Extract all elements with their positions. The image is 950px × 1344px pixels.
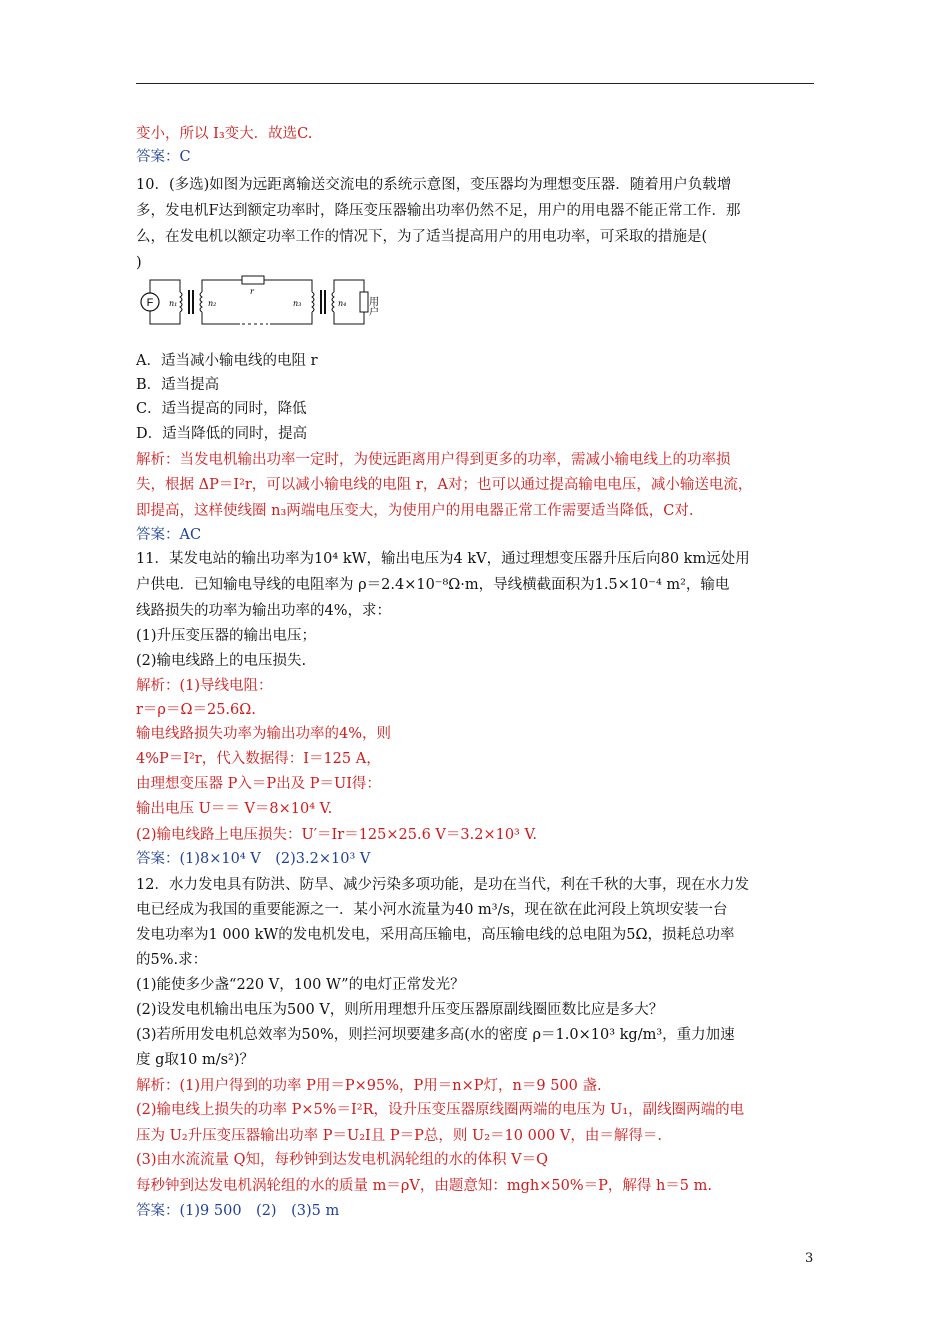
text-line: 输电线路损失功率为输出功率的4%，则 xyxy=(136,726,392,742)
text-line: 多，发电机F达到额定功率时，降压变压器输出功率仍然不足，用户的用电器不能正常工作．那 xyxy=(136,203,741,219)
text-line: (1)升压变压器的输出电压； xyxy=(136,628,317,644)
text-line: 答案：(1)8×10⁴ V (2)3.2×10³ V xyxy=(136,851,371,867)
text-line: 答案：(1)9 500 (2) (3)5 m xyxy=(136,1203,340,1219)
text-line: 12．水力发电具有防洪、防旱、减少污染多项功能，是功在当代，利在千秋的大事，现在水力发 xyxy=(136,877,749,893)
circuit-diagram xyxy=(136,272,386,332)
text-line: (3)由水流流量 Q知，每秒钟到达发电机涡轮组的水的体积 V＝Q xyxy=(136,1152,549,1168)
text-line: 失，根据 ΔP＝I²r，可以减小输电线的电阻 r，A对；也可以通过提高输电电压，减小输送电流， xyxy=(136,477,753,493)
text-line: 每秒钟到达发电机涡轮组的水的质量 m＝ρV，由题意知：mgh×50%＝P，解得 h＝5 m. xyxy=(136,1178,712,1194)
text-line: ) xyxy=(136,255,142,271)
text-line: 4%P＝I²r，代入数据得：I＝125 A， xyxy=(136,751,381,767)
text-line: C．适当提高的同时，降低 xyxy=(136,401,307,417)
text-line: 变小，所以 I₃变大．故选C. xyxy=(136,126,313,142)
text-line: (1)能使多少盏“220 V，100 W”的电灯正常发光？ xyxy=(136,977,465,993)
text-line: 10．(多选)如图为远距离输送交流电的系统示意图，变压器均为理想变压器．随着用户负载增 xyxy=(136,177,732,193)
n1-label: n₁ xyxy=(169,299,178,308)
text-line: 由理想变压器 P入＝P出及 P＝UI得： xyxy=(136,776,381,792)
text-line: (2)输电线路上的电压损失. xyxy=(136,653,307,669)
text-line: B．适当提高 xyxy=(136,377,220,393)
text-line: 户供电．已知输电导线的电阻率为 ρ＝2.4×10⁻⁸Ω·m，导线横截面积为1.5×10⁻⁴ m²，输电 xyxy=(136,577,730,593)
text-line: 的5%.求： xyxy=(136,952,208,968)
text-line: r＝ρ＝Ω＝25.6Ω. xyxy=(136,702,256,718)
user-label: 用户 xyxy=(366,296,378,316)
text-line: 解析：当发电机输出功率一定时，为使远距离用户得到更多的功率，需减小输电线上的功率损 xyxy=(136,452,731,468)
resistor-label: r xyxy=(250,287,254,296)
text-line: 么，在发电机以额定功率工作的情况下，为了适当提高用户的用电功率，可采取的措施是( xyxy=(136,229,708,245)
text-line: D．适当降低的同时，提高 xyxy=(136,426,308,442)
text-line: (2)输电线路上电压损失：U′＝Ir＝125×25.6 V＝3.2×10³ V. xyxy=(136,827,538,843)
text-line: 解析：(1)用户得到的功率 P用＝P×95%，P用＝n×P灯，n＝9 500 盏. xyxy=(136,1078,602,1094)
text-line: 即提高，这样使线圈 n₃两端电压变大，为使用户的用电器正常工作需要适当降低，C对. xyxy=(136,503,694,519)
text-line: 11．某发电站的输出功率为10⁴ kW，输出电压为4 kV，通过理想变压器升压后向80 km远处用 xyxy=(136,551,750,567)
text-line: 度 g取10 m/s²)？ xyxy=(136,1052,254,1068)
page-number: 3 xyxy=(805,1251,814,1266)
text-line: 电已经成为我国的重要能源之一．某小河水流量为40 m³/s，现在欲在此河段上筑坝安装一台 xyxy=(136,902,728,918)
n4-label: n₄ xyxy=(338,299,347,308)
text-line: A．适当减小输电线的电阻 r xyxy=(136,353,318,369)
text-line: (2)输电线上损失的功率 P×5%＝I²R，设升压变压器原线圈两端的电压为 U₁，副线圈两端的电 xyxy=(136,1102,745,1118)
text-line: 线路损失的功率为输出功率的4%，求： xyxy=(136,603,392,619)
text-line: 解析：(1)导线电阻： xyxy=(136,678,273,694)
text-line: (3)若所用发电机总效率为50%，则拦河坝要建多高(水的密度 ρ＝1.0×10³ kg/m³，重力加速 xyxy=(136,1027,735,1043)
text-line: 输出电压 U＝＝ V＝8×10⁴ V. xyxy=(136,801,333,817)
text-line: 答案：C xyxy=(136,149,191,165)
text-line: (2)设发电机输出电压为500 V，则所用理想升压变压器原副线圈匝数比应是多大？ xyxy=(136,1002,664,1018)
text-line: 压为 U₂升压变压器输出功率 P＝U₂I且 P＝P总，则 U₂＝10 000 V，由＝解得＝. xyxy=(136,1128,662,1144)
generator-label: F xyxy=(146,297,154,309)
header-rule xyxy=(136,83,814,84)
n3-label: n₃ xyxy=(293,299,302,308)
n2-label: n₂ xyxy=(208,299,217,308)
text-line: 发电功率为1 000 kW的发电机发电，采用高压输电，高压输电线的总电阻为5Ω，损耗总功率 xyxy=(136,927,735,943)
text-line: 答案：AC xyxy=(136,527,202,543)
